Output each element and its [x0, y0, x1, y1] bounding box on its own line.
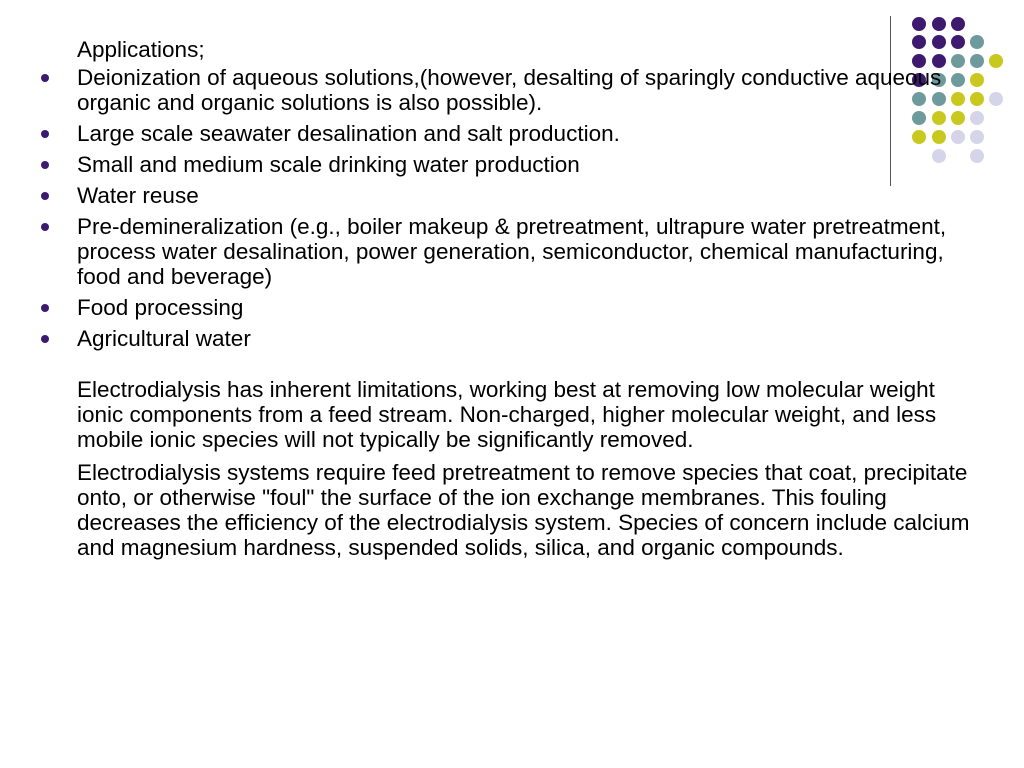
bullet-dot-icon [41, 161, 49, 169]
limitations-paragraph: Electrodialysis has inherent limitations, working best at removing low molecular weight ionic components from a feed stream. Non-charged, higher molecular weight, and less mobile ionic species will not typically be significantly removed. [77, 377, 937, 452]
bullet-dot-icon [41, 192, 49, 200]
list-item [40, 121, 980, 146]
list-item-text: Food processing [77, 295, 244, 320]
dot-icon [989, 54, 1003, 68]
list-item-text: Agricultural water [77, 326, 251, 351]
list-item-text: Water reuse [77, 183, 199, 208]
list-item [40, 65, 980, 115]
bullet-dot-icon [41, 130, 49, 138]
dot-icon [951, 17, 965, 31]
list-item-text: Large scale seawater desalination and salt production. [77, 121, 620, 146]
dot-icon [932, 17, 946, 31]
section-heading: Applications; [77, 37, 205, 62]
list-item [40, 152, 980, 177]
list-item [40, 183, 980, 208]
list-item-text: Deionization of aqueous solutions,(however, desalting of sparingly conductive aqueous organic and organic solutions is also possible). [77, 65, 942, 115]
applications-list [40, 65, 980, 351]
pretreatment-paragraph: Electrodialysis systems require feed pretreatment to remove species that coat, precipitate onto, or otherwise "foul" the surface of the ion exchange membranes. This fouling decreases the efficiency of the electrodialysis system. Species of concern include calcium and magnesium hardness, suspended solids, silica, and organic compounds. [77, 460, 970, 560]
bullet-dot-icon [41, 74, 49, 82]
list-item [40, 295, 980, 320]
list-item-text: Pre-demineralization (e.g., boiler makeup & pretreatment, ultrapure water pretreatment, process water desalination, power generation, semiconductor, chemical manufacturing, food and beverage) [77, 214, 947, 289]
list-item [40, 214, 980, 289]
bullet-dot-icon [41, 304, 49, 312]
list-item-text: Small and medium scale drinking water production [77, 152, 580, 177]
list-item [40, 326, 980, 351]
dot-icon [912, 17, 926, 31]
slide-content [40, 37, 980, 560]
bullet-dot-icon [41, 223, 49, 231]
bullet-dot-icon [41, 335, 49, 343]
dot-icon [989, 92, 1003, 106]
